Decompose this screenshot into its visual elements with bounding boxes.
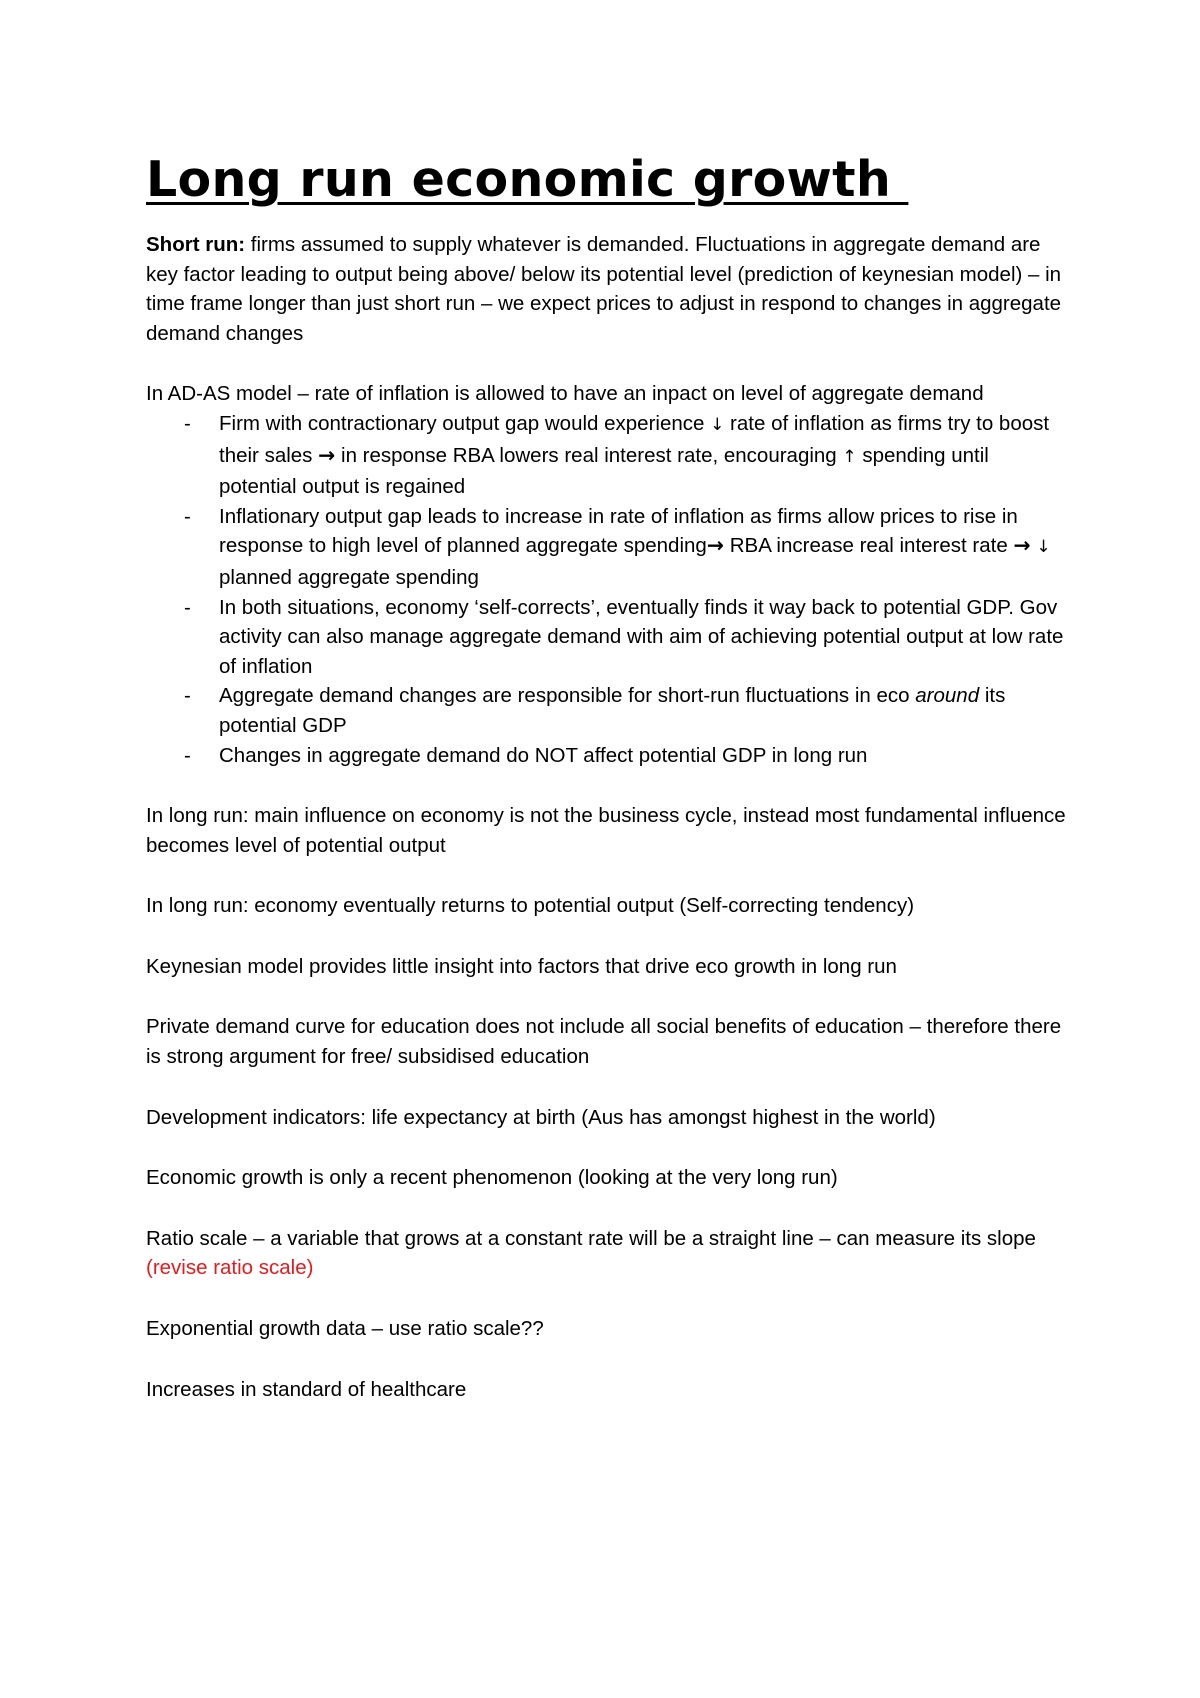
list-item (146, 593, 1066, 682)
bullet-text: Aggregate demand changes are responsible for short-run fluctuations in eco (219, 684, 916, 708)
bullet-text: in response RBA lowers real interest rate, encouraging (335, 443, 843, 467)
short-run-paragraph (146, 230, 1066, 348)
bullet-text: Firm with contractionary output gap would experience (219, 411, 711, 435)
keynesian-paragraph: Keynesian model provides little insight into factors that drive eco growth in long run (146, 954, 897, 978)
revise-note: (revise ratio scale) (146, 1256, 314, 1280)
dash-marker: - (184, 504, 191, 528)
list-item (146, 681, 1066, 740)
bullet-text: planned aggregate spending (219, 565, 479, 589)
long-run-influence-paragraph: In long run: main influence on economy is not the business cycle, instead most fundamental influence becomes level of potential output (146, 804, 1066, 857)
development-indicators-paragraph: Development indicators: life expectancy at birth (Aus has amongst highest in the world) (146, 1105, 936, 1129)
ratio-scale-text: Ratio scale – a variable that grows at a constant rate will be a straight line – can measure its slope (146, 1226, 1036, 1250)
exponential-growth-paragraph: Exponential growth data – use ratio scale?? (146, 1317, 544, 1341)
long-run-returns-paragraph: In long run: economy eventually returns to potential output (Self-correcting tendency) (146, 894, 915, 918)
dash-marker: - (184, 684, 191, 708)
bullet-text: Inflationary output gap leads to increase in rate of inflation as firms allow prices to rise in response to high level of planned aggregate spending (219, 504, 1018, 558)
list-item (146, 502, 1066, 593)
down-arrow-icon: ↓ (710, 414, 725, 435)
right-arrow-icon: → (1013, 533, 1031, 558)
ratio-scale-paragraph (146, 1224, 1066, 1283)
right-arrow-icon: → (318, 442, 336, 467)
bullet-text: rate of inflation as firms try to boost their sales (219, 411, 1050, 467)
right-arrow-icon: → (706, 533, 725, 558)
up-arrow-icon: ↑ (842, 446, 857, 467)
short-run-text: firms assumed to supply whatever is demanded. Fluctuations in aggregate demand are key factor leading to output being above/ below its potential level (prediction of keynesian model) – in time frame longer than just short run – we expect prices to adjust in respond to changes in aggregate demand changes (146, 233, 1062, 345)
down-arrow-icon: ↓ (1036, 537, 1051, 558)
list-item (146, 409, 1066, 502)
short-run-label: Short run: (146, 233, 246, 256)
dash-marker: - (184, 743, 191, 767)
bullet-text: Changes in aggregate demand do NOT affect potential GDP in long run (219, 743, 868, 767)
dash-marker: - (184, 411, 191, 435)
document-body (146, 150, 1066, 1435)
list-item (146, 741, 1066, 771)
adas-intro: In AD-AS model – rate of inflation is allowed to have an inpact on level of aggregate demand (146, 382, 984, 406)
dash-marker: - (184, 595, 191, 619)
healthcare-paragraph: Increases in standard of healthcare (146, 1377, 467, 1401)
private-demand-paragraph: Private demand curve for education does not include all social benefits of education – therefore there is strong argument for free/ subsidised education (146, 1015, 1062, 1069)
bullet-text: RBA increase real interest rate (724, 534, 1014, 558)
document-title: Long run economic growth (146, 151, 909, 208)
bullet-text: spending until potential output is regained (219, 443, 989, 499)
italic-emphasis: around (915, 684, 980, 708)
adas-bullet-list (146, 409, 1066, 770)
bullet-text: its potential GDP (219, 684, 1006, 737)
bullet-text: In both situations, economy ‘self-corrects’, eventually finds it way back to potential GDP. Gov activity can also manage aggregate demand with aim of achieving potential output at low rate of inflation (219, 595, 1064, 678)
recent-phenomenon-paragraph: Economic growth is only a recent phenomenon (looking at the very long run) (146, 1166, 838, 1190)
